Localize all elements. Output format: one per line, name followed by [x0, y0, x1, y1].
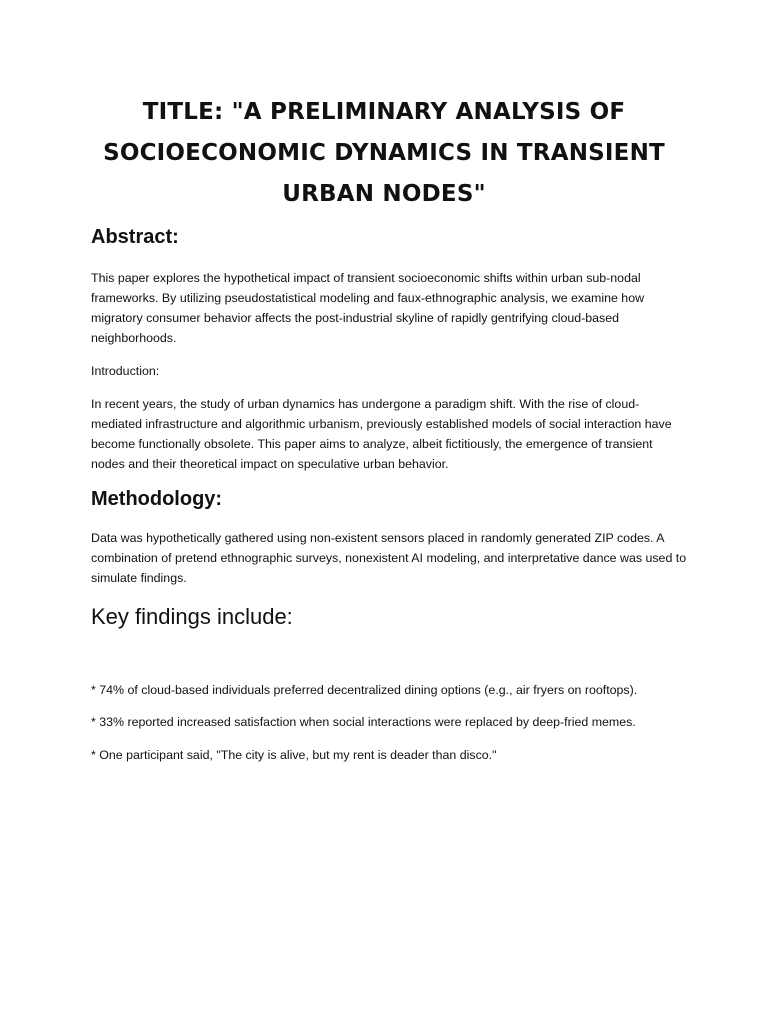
finding-item: * One participant said, "The city is alive, but my rent is deader than disco." — [91, 748, 497, 762]
abstract-paragraph: This paper explores the hypothetical impact of transient socioeconomic shifts within urban sub-nodal frameworks. By utilizing pseudostatistical modeling and faux-ethnographic analysis, we examine how migratory consumer behavior affects the post-industrial skyline of rapidly gentrifying cloud-based neighborhoods. — [91, 271, 645, 345]
finding-item: * 74% of cloud-based individuals preferred decentralized dining options (e.g., air fryers on rooftops). — [91, 683, 638, 697]
finding-item: * 33% reported increased satisfaction when social interactions were replaced by deep-fried memes. — [91, 715, 636, 729]
abstract-heading: Abstract: — [91, 226, 179, 248]
key-findings-heading: Key findings include: — [91, 604, 293, 629]
methodology-heading: Methodology: — [91, 488, 223, 510]
methodology-paragraph: Data was hypothetically gathered using non-existent sensors placed in randomly generated ZIP codes. A combination of pretend ethnographic surveys, nonexistent AI modeling, and interpretative dance was used to simulate findings. — [91, 531, 687, 585]
introduction-heading: Introduction: — [91, 364, 160, 378]
introduction-paragraph: In recent years, the study of urban dynamics has undergone a paradigm shift. With the rise of cloud-mediated infrastructure and algorithmic urbanism, previously established models of social interaction have become functionally obsolete. This paper aims to analyze, albeit fictitiously, the emergence of transient nodes and their theoretical impact on speculative urban behavior. — [91, 397, 672, 471]
document-title: TITLE: "A PRELIMINARY ANALYSIS OF SOCIOECONOMIC DYNAMICS IN TRANSIENT URBAN NODES" — [103, 99, 665, 207]
